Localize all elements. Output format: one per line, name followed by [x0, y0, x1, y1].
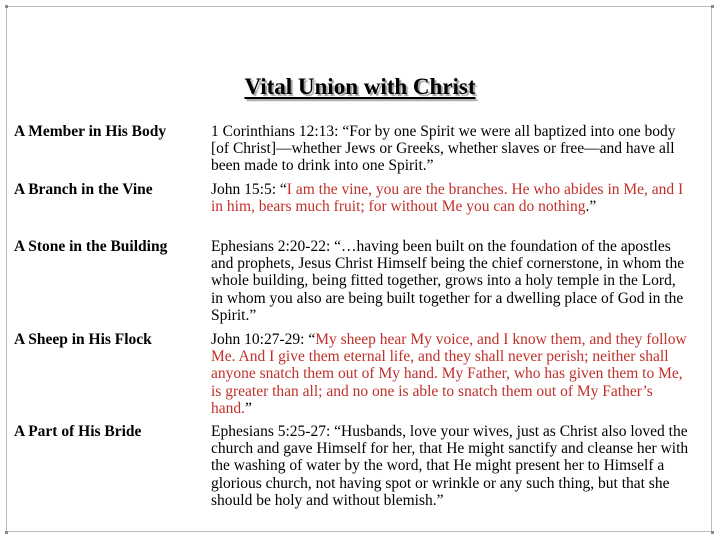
- verse-quote: “: [279, 181, 287, 198]
- verse-quote-close: ”: [245, 399, 252, 417]
- row-label-stone: A Stone in the Building: [14, 238, 168, 255]
- row-label-member: A Member in His Body: [14, 123, 167, 140]
- verse-bride: [211, 423, 691, 509]
- verse-sheep: [211, 331, 691, 417]
- verse-quote: “: [308, 331, 316, 348]
- corner-mark: [711, 5, 714, 8]
- row-label-bride: A Part of His Bride: [14, 423, 142, 440]
- verse-branch: [211, 181, 691, 215]
- verse-reference: Ephesians 5:25-27:: [211, 423, 335, 440]
- corner-mark: [5, 531, 8, 534]
- verse-quote: “For by one Spirit we were all baptized into one body [of Christ]—whether Jews or Greeks, whether slaves or free—and have all been made to drink into one Spirit.”: [211, 123, 676, 175]
- verse-quote-close: .”: [585, 198, 597, 216]
- corner-mark: [711, 531, 714, 534]
- verse-reference: Ephesians 2:20-22:: [211, 238, 335, 255]
- corner-mark: [5, 5, 8, 8]
- verse-quote-red: My sheep hear My voice, and I know them, and they follow Me. And I give them eternal life, and they shall never perish; neither shall anyone snatch them out of My hand. My Father, who has given them to Me, is greater than all; and no one is able to snatch them out of My Father’s hand.: [211, 331, 687, 417]
- verse-reference: John 15:5:: [211, 181, 280, 198]
- verse-reference: John 10:27-29:: [211, 331, 309, 348]
- slide-title: Vital Union with Christ: [244, 74, 476, 99]
- verse-stone: [211, 238, 691, 324]
- row-label-sheep: A Sheep in His Flock: [14, 331, 152, 348]
- verse-quote-red: I am the vine, you are the branches. He who abides in Me, and I in him, bears much fruit; for without Me you can do nothing: [211, 181, 684, 216]
- verse-reference: 1 Corinthians 12:13:: [211, 123, 343, 140]
- row-label-branch: A Branch in the Vine: [14, 181, 153, 198]
- verse-quote: “…having been built on the foundation of the apostles and prophets, Jesus Christ Himself being the chief cornerstone, in whom the whole building, being fitted together, grows into a holy temple in the Lord, in whom you also are being built together for a dwelling place of God in the Spirit.”: [211, 238, 685, 324]
- verse-quote: “Husbands, love your wives, just as Christ also loved the church and gave Himself for her, that He might sanctify and cleanse her with the washing of water by the word, that He might present her to Himself a glorious church, not having spot or wrinkle or any such thing, but that she should be holy and without blemish.”: [211, 423, 689, 509]
- verse-member: [211, 123, 691, 175]
